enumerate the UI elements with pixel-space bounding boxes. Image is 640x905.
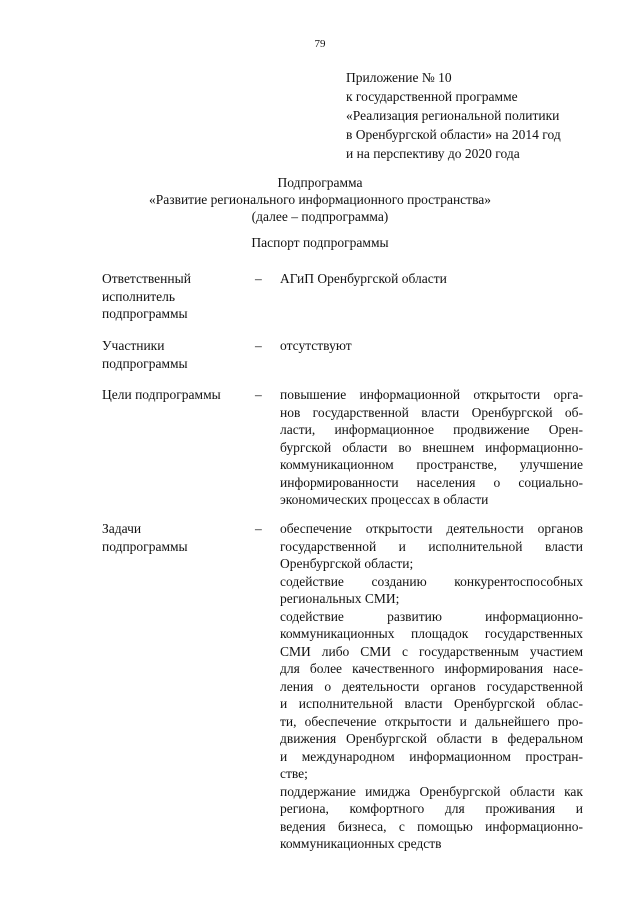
row-label [102,386,242,404]
label-line: исполнитель [102,288,175,304]
value-line: и исполнительной власти Оренбургской облас- [280,696,583,711]
label-line: Цели подпрограммы [102,387,221,402]
row-dash: – [255,521,262,536]
value-line: движения Оренбургской области в федеральном [280,731,583,746]
row-label [102,270,242,323]
row-dash: – [255,271,262,286]
row-value [280,386,583,509]
value-line: стве; [280,766,308,781]
value-line: содействие развитию информационно- [280,608,583,624]
value-line: повышение информационной открытости орга- [280,387,583,402]
title-line: «Развитие регионального информационного пространства» [148,192,492,207]
value-line: для более качественного информирования насе- [280,661,583,676]
page-number: 79 [314,38,326,50]
title-line: (далее – подпрограмма) [251,209,389,224]
value-line: Оренбургской области; [280,556,414,571]
row-value [280,520,583,853]
label-line: подпрограммы [102,355,188,371]
value-line: поддержание имиджа Оренбургской области как [280,783,583,799]
title-line: Подпрограмма [277,175,363,190]
value-line: обеспечение открытости деятельности органов [280,521,583,536]
row-value [280,270,583,288]
value-line: государственной и исполнительной власти [280,538,583,554]
value-line: отсутствуют [280,338,352,353]
value-line: ти, обеспечение открытости и дальнейшего про- [280,713,583,729]
value-line: СМИ либо СМИ с государственным участием [280,643,583,659]
value-line: коммуникационных средств [280,836,442,851]
row-dash: – [255,338,262,353]
label-line: Участники [102,338,165,353]
value-line: коммуникационном пространстве, улучшение [280,457,583,472]
appendix-line: Приложение № 10 [346,70,452,85]
appendix-header [346,68,616,163]
row-value [280,337,583,355]
value-line: нов государственной власти Оренбургской об- [280,404,583,420]
value-line: АГиП Оренбургской области [280,271,447,286]
value-line: ведения бизнеса, с помощью информационно- [280,818,583,834]
subprogram-title [0,174,640,225]
passport-heading: Паспорт подпрограммы [251,235,389,250]
row-label [102,337,242,372]
row-dash: – [255,387,262,402]
label-line: Ответственный [102,271,191,286]
value-line: содействие созданию конкурентоспособных [280,573,583,589]
value-line: региональных СМИ; [280,591,400,606]
row-label [102,520,242,555]
label-line: подпрограммы [102,538,188,554]
label-line: Задачи [102,521,142,536]
appendix-line: и на перспективу до 2020 года [346,146,520,161]
value-line: и международном информационном простран- [280,748,583,764]
value-line: экономических процессах в области [280,492,489,507]
appendix-line: «Реализация региональной политики [346,108,560,123]
value-line: ласти, информационное продвижение Орен- [280,422,583,437]
value-line: региона, комфортного для проживания и [280,801,583,816]
value-line: ления о деятельности органов государственной [280,678,583,694]
appendix-line: в Оренбургской области» на 2014 год [346,127,561,142]
appendix-line: к государственной программе [346,89,518,104]
value-line: коммуникационных площадок государственных [280,626,583,641]
value-line: информированности населения о социально- [280,474,583,490]
value-line: бургской области во внешнем информационно- [280,439,583,455]
label-line: подпрограммы [102,306,188,321]
